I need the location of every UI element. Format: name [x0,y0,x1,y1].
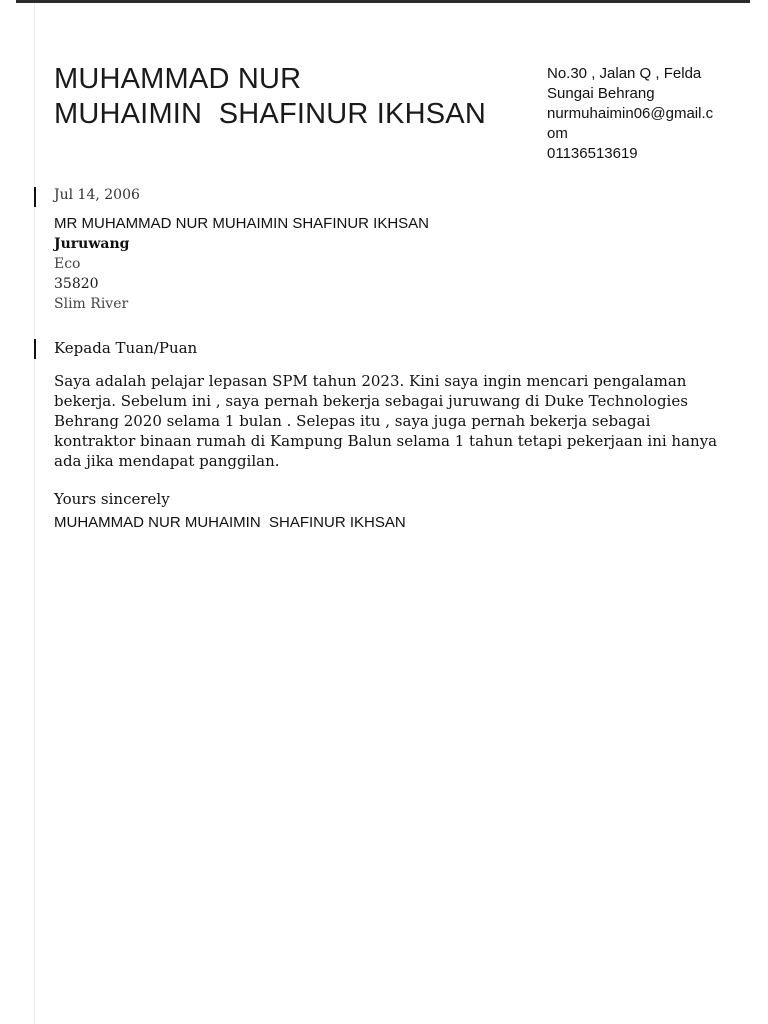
sender-contact-block [547,64,747,164]
recipient-name: MR MUHAMMAD NUR MUHAIMIN SHAFINUR IKHSAN [54,215,429,232]
sender-name-line-1: MUHAMMAD NUR [54,63,302,95]
closing: Yours sincerely [54,490,170,508]
letter-date: Jul 14, 2006 [54,187,140,203]
text-cursor-marker [34,187,36,207]
email-line-1: nurmuhaimin06@gmail.c [547,105,714,122]
phone-number: 01136513619 [547,145,638,162]
recipient-block [54,214,429,314]
recipient-city: Slim River [54,296,129,312]
sender-name-line-2: MUHAIMIN SHAFINUR IKHSAN [54,98,486,130]
text-cursor-marker [34,339,36,359]
signature-name: MUHAMMAD NUR MUHAIMIN SHAFINUR IKHSAN [54,514,406,531]
recipient-company: Eco [54,256,81,272]
address-line-1: No.30 , Jalan Q , Felda [547,65,702,82]
page-left-edge [34,3,35,1024]
email-line-2: om [547,125,568,142]
recipient-postcode: 35820 [54,276,99,292]
sender-name-heading [54,62,534,132]
recipient-title: Juruwang [54,236,130,252]
salutation: Kepada Tuan/Puan [54,339,198,357]
address-line-2: Sungai Behrang [547,85,655,102]
letter-body: Saya adalah pelajar lepasan SPM tahun 2023. Kini saya ingin mencari pengalaman bekerja. Sebelum ini , saya pernah bekerja sebagai juruwang di Duke Technologies Behrang 2020 selama 1 bulan . Selepas itu , saya juga pernah bekerja sebagai kontraktor binaan rumah di Kampung Balun selama 1 tahun tetapi pekerjaan ini hanya ada jika mendapat panggilan. [54,372,718,470]
top-border [16,0,750,3]
